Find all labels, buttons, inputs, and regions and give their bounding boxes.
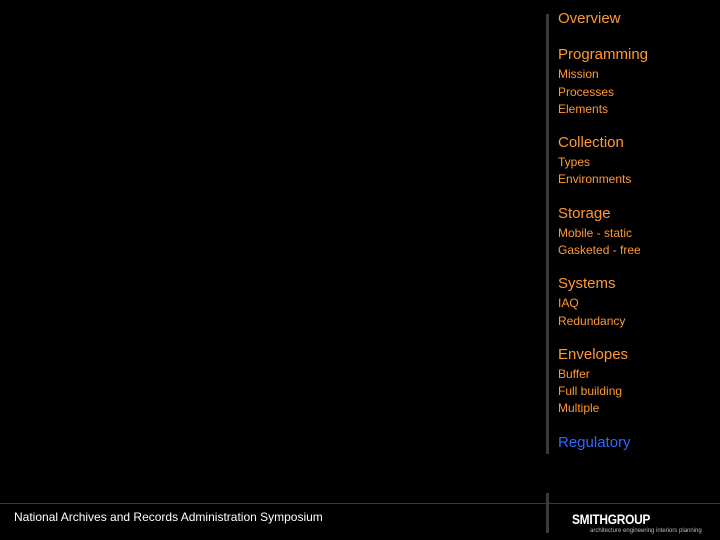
nav-item-types[interactable]: Types [558, 155, 591, 169]
smithgroup-logo [572, 511, 702, 537]
nav-section-systems[interactable]: Systems [558, 275, 616, 292]
nav-item-elements[interactable]: Elements [558, 102, 609, 116]
nav-item-multiple[interactable]: Multiple [558, 401, 600, 415]
logo-wordmark: SMITHGROUP [572, 511, 651, 527]
nav-item-mobile-static[interactable]: Mobile - static [558, 226, 633, 240]
logo-tagline: architecture engineering interiors planning [590, 528, 702, 534]
nav-item-gasketed-free[interactable]: Gasketed - free [558, 243, 641, 257]
nav-section-overview[interactable]: Overview [558, 10, 621, 27]
nav-item-iaq[interactable]: IAQ [558, 296, 579, 310]
footer-rule [0, 503, 720, 504]
nav-item-mission[interactable]: Mission [558, 67, 599, 81]
nav-item-redundancy[interactable]: Redundancy [558, 314, 626, 328]
nav-section-storage[interactable]: Storage [558, 205, 611, 222]
footer-caption: National Archives and Records Administration Symposium [14, 510, 323, 524]
nav-item-processes[interactable]: Processes [558, 85, 615, 99]
vertical-divider-bottom [546, 493, 549, 533]
nav-section-regulatory[interactable]: Regulatory [558, 434, 631, 451]
nav-section-envelopes[interactable]: Envelopes [558, 346, 629, 363]
nav-item-buffer[interactable]: Buffer [558, 367, 590, 381]
vertical-divider-top [546, 14, 549, 454]
nav-item-environments[interactable]: Environments [558, 172, 632, 186]
nav-section-collection[interactable]: Collection [558, 134, 624, 151]
nav-section-programming[interactable]: Programming [558, 46, 649, 63]
nav-item-full-building[interactable]: Full building [558, 384, 623, 398]
